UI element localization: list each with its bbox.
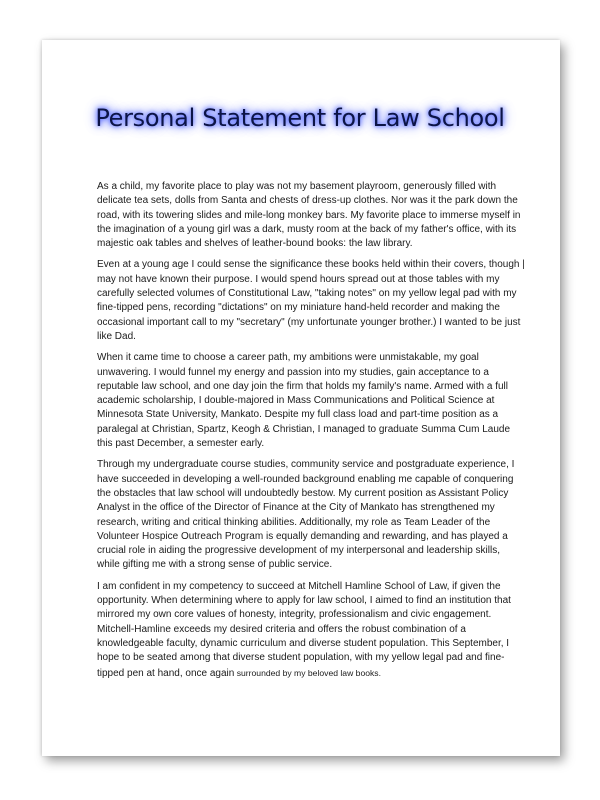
document-body	[97, 180, 525, 688]
paragraph-4: Through my undergraduate course studies, community service and postgraduate experience, I have succeeded in developing a well-rounded background enabling me capable of conquering the obstacles that law school will undoubtedly bestow. My current position as Assistant Policy Analyst in the office of the Director of Finance at the City of Mankato has strengthened my research, writing and critical thinking abilities. Additionally, my role as Team Leader of the Volunteer Hospice Outreach Program is equally demanding and rewarding, and has played a crucial role in aiding the progressive development of my interpersonal and leadership skills, while gifting me with a strong sense of public service.	[97, 459, 515, 571]
paragraph-5	[97, 580, 525, 681]
paragraph-5-main: I am confident in my competency to succeed at Mitchell Hamline School of Law, if given the opportunity. When determining where to apply for law school, I aimed to find an institution that mirrored my own core values of honesty, integrity, professionalism and civic engagement. Mitchell-Hamline exceeds my desired criteria and offers the robust combination of a knowledgeable faculty, dynamic curriculum and diverse student population. This September, I hope to be seated among that diverse student population, with my yellow legal pad and fine-tipped pen at hand, once again	[97, 580, 511, 679]
paragraph-5-tail: surrounded by my beloved law books.	[234, 667, 381, 678]
paragraph-3: When it came time to choose a career path, my ambitions were unmistakable, my goal unwavering. I would funnel my energy and passion into my studies, gain acceptance to a reputable law school, and one day join the firm that holds my family's name. Armed with a full academic scholarship, I double-majored in Mass Communications and Political Science at Minnesota State University, Mankato. Despite my full class load and part-time position as a paralegal at Christian, Spartz, Keogh & Christian, I managed to graduate Summa Cum Laude this past December, a semester early.	[97, 352, 511, 450]
paragraph-2: Even at a young age I could sense the significance these books held within their covers, though | may not have known their purpose. I would spend hours spread out at those tables with my carefully selected volumes of Constitutional Law, "taking notes" on my yellow legal pad with my fine-tipped pens, recording "dictations" on my miniature hand-held recorder and making the occasional important call to my "secretary" (my unfortunate younger brother.) I wanted to be just like Dad.	[97, 259, 525, 342]
document-title: Personal Statement for Law School	[95, 104, 505, 132]
paragraph-1: As a child, my favorite place to play was not my basement playroom, generously filled with delicate tea sets, dolls from Santa and chests of dress-up clothes. Nor was it the park down the road, with its towering slides and mile-long monkey bars. My favorite place to immerse myself in the imagination of a young girl was a dark, musty room at the back of my father's office, with its majestic oak tables and shelves of leather-bound books: the law library.	[97, 181, 521, 250]
